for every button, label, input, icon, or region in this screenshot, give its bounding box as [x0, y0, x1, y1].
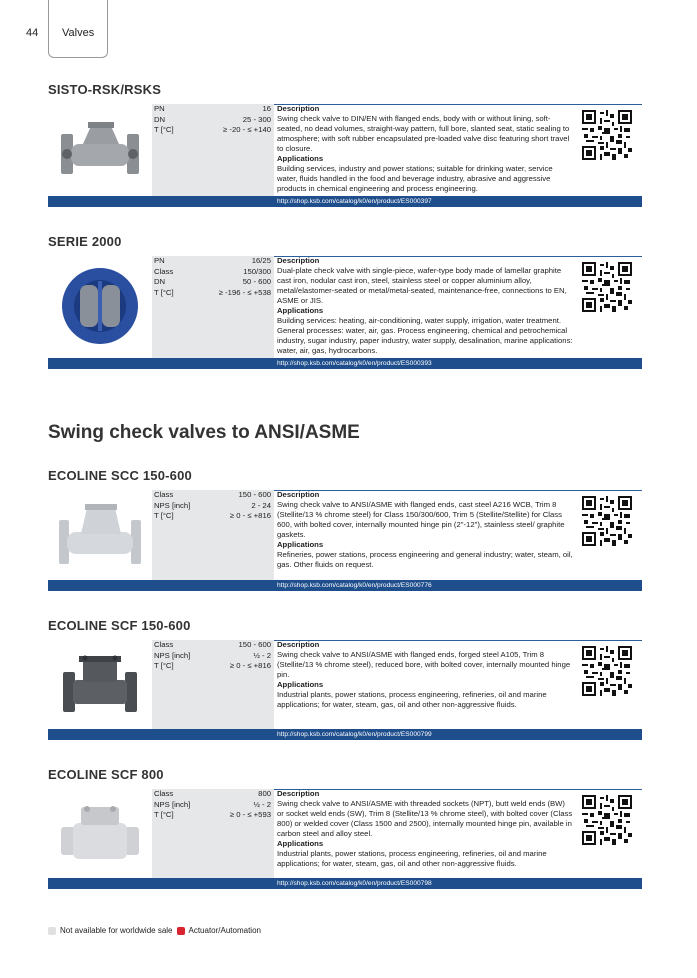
product-block-scf150 — [48, 640, 642, 742]
qr-code-icon — [582, 262, 632, 312]
valve-image — [48, 261, 152, 351]
section-title: Valves — [62, 27, 95, 39]
product-block-serie2000 — [48, 256, 642, 371]
product-link-bar[interactable] — [48, 878, 642, 889]
product-title: ECOLINE SCF 800 — [48, 767, 164, 782]
spec-table: Class 150 - 600 NPS [inch] ½ - 2 T [°C] ≥ 0 - ≤ +816 — [152, 640, 274, 730]
spec-table: PN 16/25 Class 150/300 DN 50 - 600 T [°C] ≥ -196 - ≤ +538 — [152, 256, 274, 358]
valve-image — [48, 114, 152, 184]
description: Description Dual-plate check valve with single-piece, wafer-type body made of lamellar graphite cast iron, nodular cast iron, steel, stainless steel or copper aluminium alloy, metal/elastomer-seated or metal/metal-seated, maintenance-free, connections to EN, ASME or JIS. Applications Building services: heating, air-conditioning, water supply, irrigation, water treatment. General processes: water, air, gas. Process engineering, chemical and petrochemical industry, sugar industry, paper industry, water supply, desalination, marine applications: water, air, gas, hydrocarbons. — [277, 256, 573, 355]
product-title: ECOLINE SCF 150-600 — [48, 618, 191, 633]
spec-table: Class 800 NPS [inch] ½ - 2 T [°C] ≥ 0 - ≤ +593 — [152, 789, 274, 878]
spec-table: Class 150 - 600 NPS [inch] 2 - 24 T [°C] ≥ 0 - ≤ +816 — [152, 490, 274, 580]
product-link[interactable]: http://shop.ksb.com/catalog/k0/en/product/ES000799 — [277, 731, 432, 738]
product-block-scf800 — [48, 789, 642, 891]
product-block-scc — [48, 490, 642, 592]
product-link-bar[interactable] — [48, 729, 642, 740]
section-heading: Swing check valves to ANSI/ASME — [48, 422, 360, 443]
qr-code-icon — [582, 646, 632, 696]
product-link[interactable]: http://shop.ksb.com/catalog/k0/en/product/ES000776 — [277, 582, 432, 589]
qr-code-icon — [582, 795, 632, 845]
valve-image — [48, 498, 152, 570]
product-block-sisto — [48, 104, 642, 209]
description: Description Swing check valve to DIN/EN with flanged ends, body with or without lining, soft-seated, no dead volumes, straight-way pattern, full bore, slanted seat, static sealing to atmosphere; with soft rubber encapsulated pre-loaded valve disc featuring short travel to closure. Applications Building services, industry and power stations; suitable for drinking water, service water, fluids handled in the food and beverage industry, abrasive and aggressive products in chemical engineering and process engineering. — [277, 104, 570, 193]
qr-code-icon — [582, 496, 632, 546]
page-tab — [0, 0, 107, 58]
description: Description Swing check valve to ANSI/ASME with flanged ends, forged steel A105, Trim 8 (Stellite/13 % chrome steel), reduced bore, with bolted cover, internally mounted hinge pin. Applications Industrial plants, power stations, process engineering, refineries, oil and marine applications; for water, steam, gas, oil and other non-aggressive fluids. — [277, 640, 571, 709]
legend-actuator: Actuator/Automation — [188, 926, 261, 935]
valve-image — [48, 797, 152, 869]
product-link-bar[interactable] — [48, 358, 642, 369]
qr-code-icon — [582, 110, 632, 160]
spec-table: PN 16 DN 25 - 300 T [°C] ≥ -20 - ≤ +140 — [152, 104, 274, 196]
description: Description Swing check valve to ANSI/ASME with threaded sockets (NPT), butt weld ends (BW) or socket weld ends (SW), Trim 8 (Stellite/13 % chrome steel), with bolted cover (Class 800) or welded cover (Class 1500 and 2500), internally mounted hinge pin, available in carbon steel and alloy steel. Applications Industrial plants, power stations, process engineering, refineries, oil and marine applications; for water, steam, gas, oil and other non-aggressive fluids. — [277, 789, 573, 868]
legend — [48, 926, 261, 935]
product-title: SISTO-RSK/RSKS — [48, 82, 162, 97]
product-link[interactable]: http://shop.ksb.com/catalog/k0/en/product/ES000798 — [277, 880, 432, 887]
valve-image — [48, 646, 152, 722]
page-number: 44 — [26, 27, 39, 39]
product-title: ECOLINE SCC 150-600 — [48, 468, 192, 483]
description: Description Swing check valve to ANSI/ASME with flanged ends, cast steel A216 WCB, Trim 8 (Stellite/13 % chrome steel) for Class 150/300/600, Trim 5 (Stellite/Stellite) for Class 600, with bolted cover, internally mounted hinge pin (2"-12"), stainless steel/ graphite gaskets. Applications Refineries, power stations, process engineering and general industry; water, steam, oil, gas. Other fluids on request. — [277, 490, 573, 569]
product-link-bar[interactable] — [48, 580, 642, 591]
legend-not-available: Not available for worldwide sale — [60, 926, 173, 935]
product-link[interactable]: http://shop.ksb.com/catalog/k0/en/product/ES000393 — [277, 360, 432, 367]
product-title: SERIE 2000 — [48, 234, 122, 249]
product-link[interactable]: http://shop.ksb.com/catalog/k0/en/product/ES000397 — [277, 198, 432, 205]
not-available-swatch-icon — [48, 927, 56, 935]
actuator-swatch-icon — [177, 927, 185, 935]
product-link-bar[interactable] — [48, 196, 642, 207]
